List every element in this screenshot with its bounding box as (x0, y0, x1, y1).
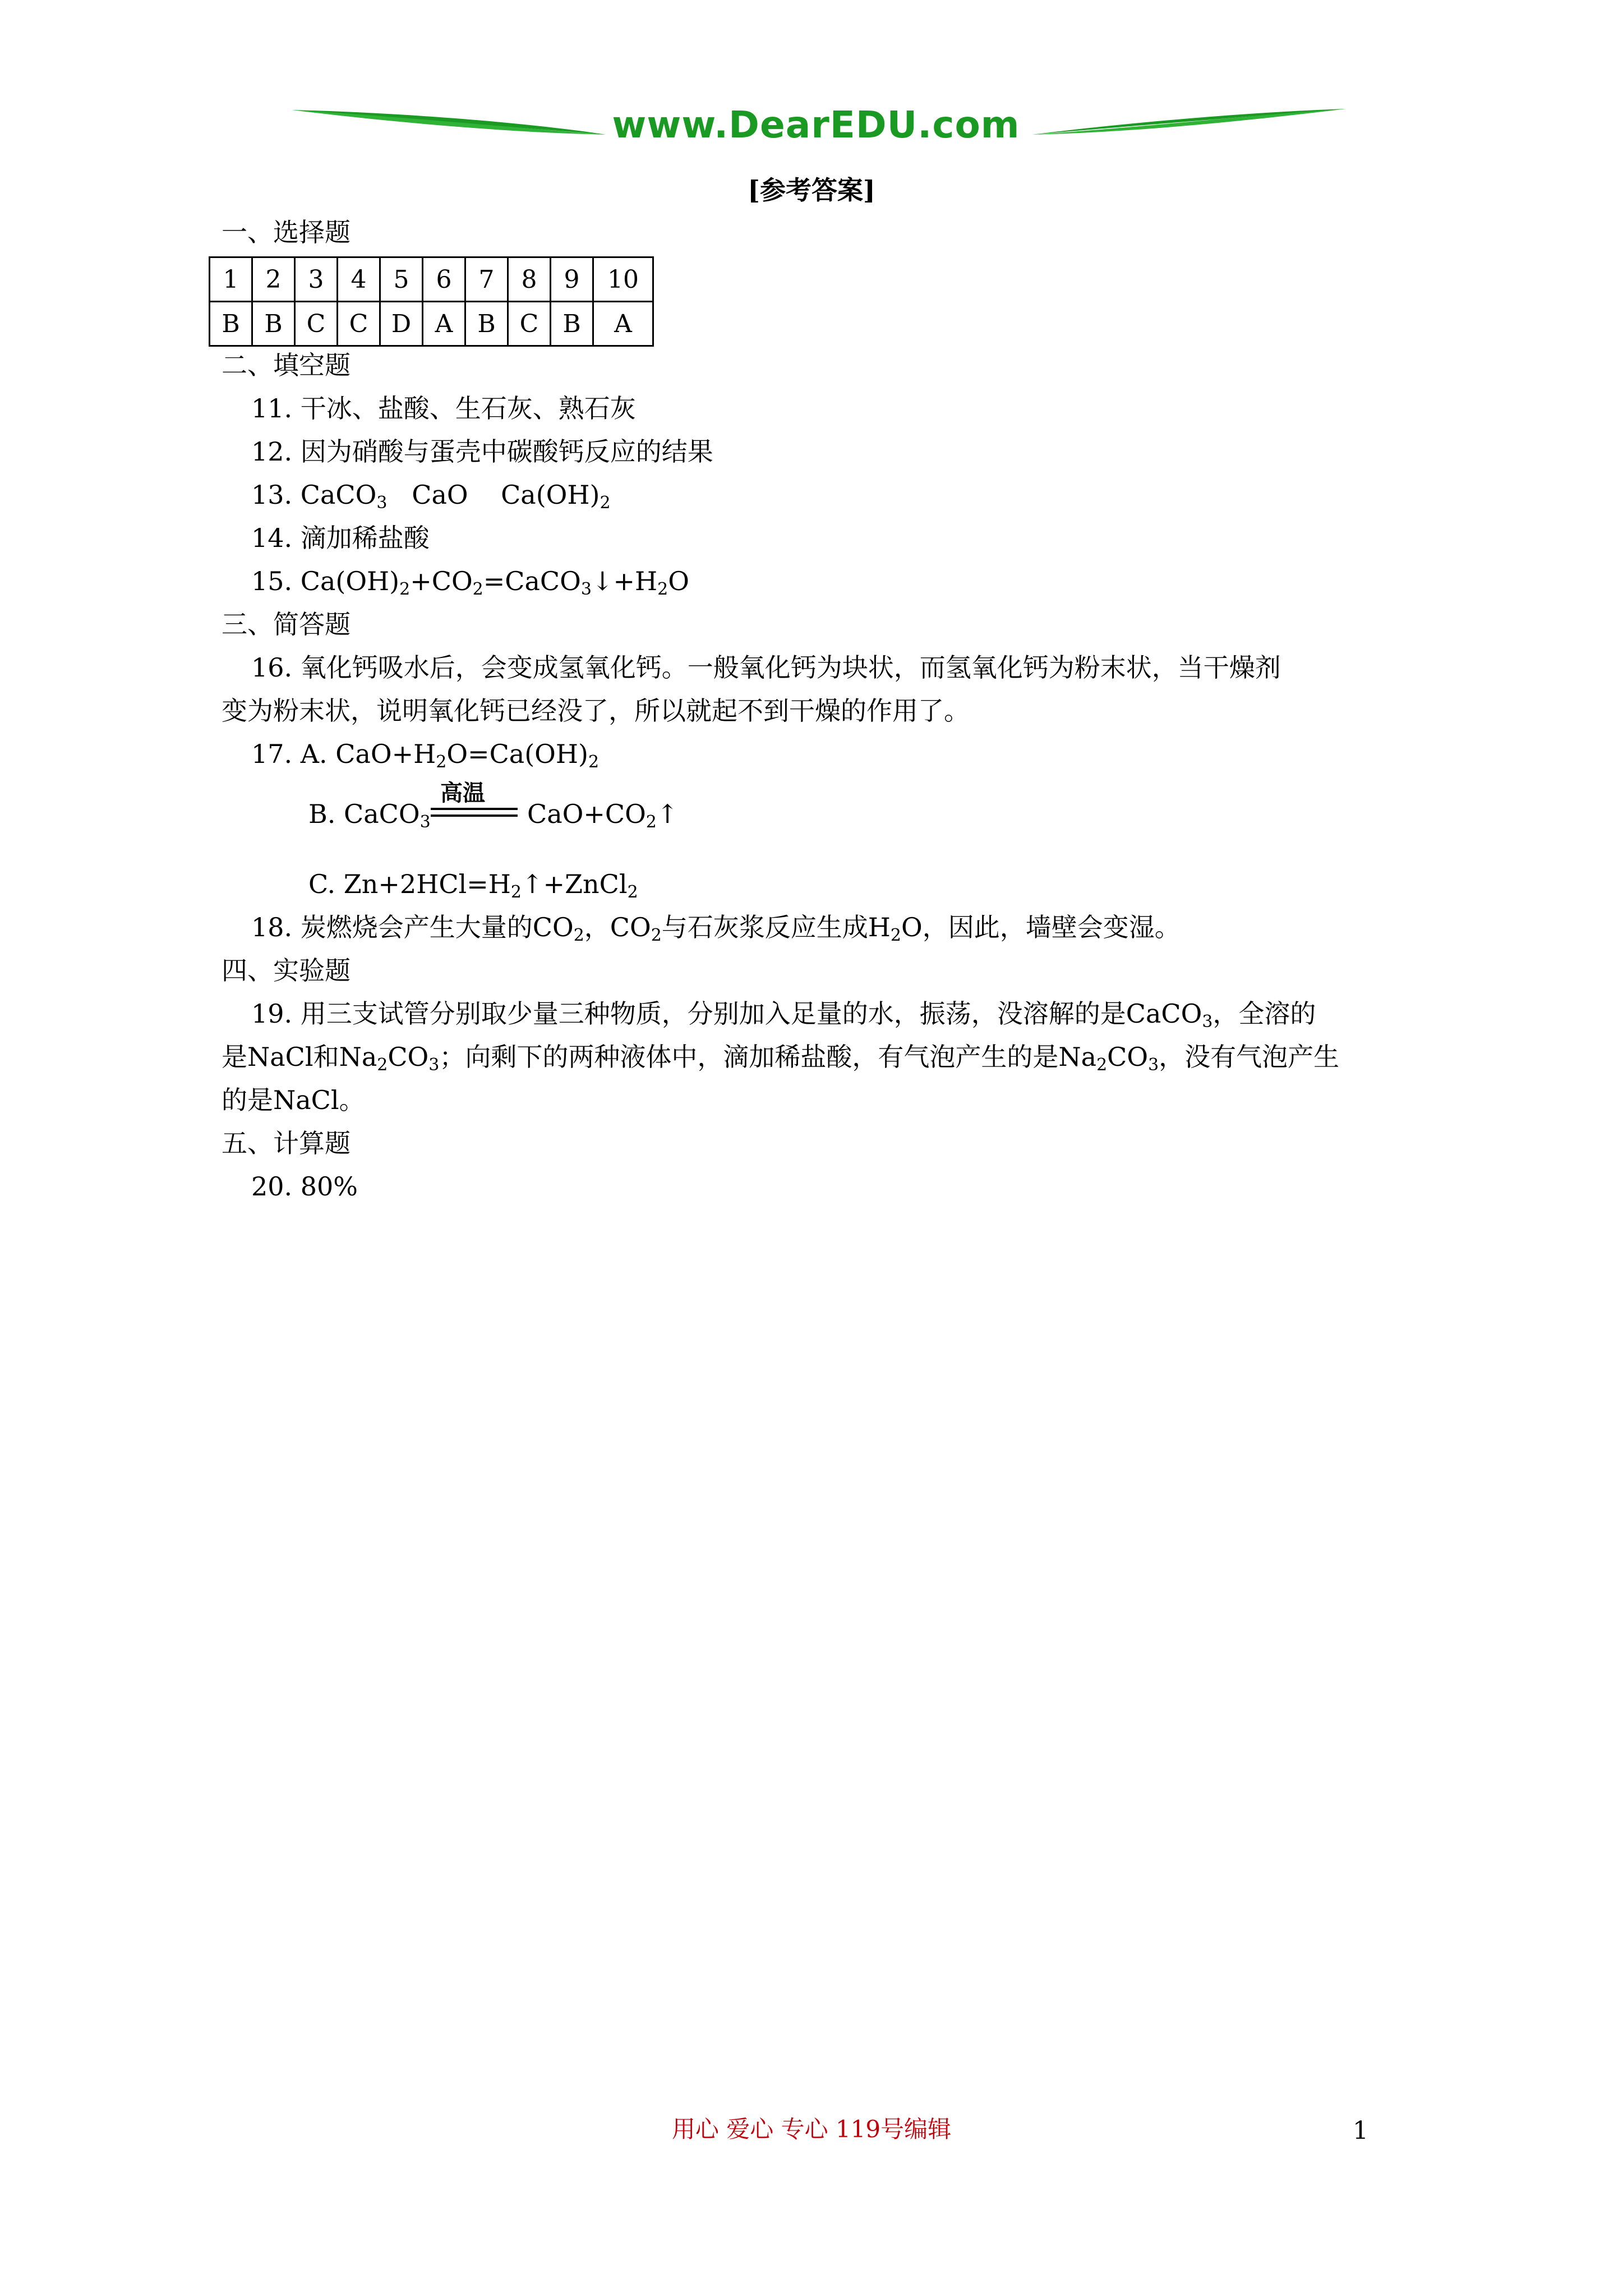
table-cell: C (295, 302, 338, 346)
table-cell: 2 (252, 257, 295, 302)
page-number: 1 (1353, 2116, 1368, 2145)
answer-q17a: 17. A. $CaO+H_2O=Ca(OH)_2$ (251, 739, 600, 772)
table-cell: A (423, 302, 465, 346)
table-cell: 5 (380, 257, 423, 302)
table-cell: B (465, 302, 508, 346)
table-cell: C (508, 302, 551, 346)
table-cell: C (338, 302, 380, 346)
answer-q17b-left: B. CaCO$_3$ (308, 799, 431, 832)
answer-q16-line1: 16. 氧化钙吸水后，会变成氢氧化钙。一般氧化钙为块状，而氢氧化钙为粉末状，当干燥剂 (251, 652, 1281, 683)
answer-table (209, 256, 654, 347)
table-cell: 10 (593, 257, 653, 302)
equation-bar (431, 815, 518, 817)
section-heading-short: 三、简答题 (222, 609, 351, 639)
answer-q19-line2: 是NaCl和$Na_2CO_3$；向剩下的两种液体中，滴加稀盐酸，有气泡产生的是$Na_2CO_3$，没有气泡产生 (222, 1042, 1340, 1075)
footer-text: 用心 爱心 专心 119号编辑 (671, 2115, 952, 2143)
table-row-numbers (210, 257, 653, 302)
answer-q17b-right: $CaO+CO_2↑$ (527, 799, 679, 832)
site-logo-text: www.DearEDU.com (612, 103, 1020, 146)
reaction-condition: 高温 (440, 780, 485, 806)
question-number: 18. (251, 912, 293, 942)
table-cell: D (380, 302, 423, 346)
table-cell: 3 (295, 257, 338, 302)
answer-q20: 20. 80% (251, 1171, 358, 1202)
answer-q14: 14. 滴加稀盐酸 (251, 523, 430, 553)
section-heading-experiment: 四、实验题 (222, 955, 351, 986)
option-label: B. (308, 799, 336, 829)
table-cell: 6 (423, 257, 465, 302)
answer-q13: 13. CaCO$_3$ CaO $Ca(OH)_2$ (251, 480, 611, 513)
table-cell: B (551, 302, 593, 346)
section-heading-calc: 五、计算题 (222, 1128, 351, 1158)
answer-q16-line2: 变为粉末状，说明氧化钙已经没了，所以就起不到干燥的作用了。 (222, 696, 970, 726)
table-cell: B (210, 302, 252, 346)
answer-q17c: C. $Zn+2HCl=H_2↑+ZnCl_2$ (308, 869, 638, 902)
answer-q19-line3: 的是NaCl。 (222, 1085, 365, 1115)
section-heading-fill: 二、填空题 (222, 350, 351, 380)
table-cell: B (252, 302, 295, 346)
section-heading-choice: 一、选择题 (222, 217, 351, 247)
table-cell: A (593, 302, 653, 346)
question-number: 15. (251, 566, 293, 596)
table-cell: 8 (508, 257, 551, 302)
table-cell: 4 (338, 257, 380, 302)
table-cell: 7 (465, 257, 508, 302)
answer-q15: 15. $Ca(OH)_2+CO_2=CaCO_3↓+H_2O$ (251, 566, 689, 599)
table-cell: 9 (551, 257, 593, 302)
answer-q12: 12. 因为硝酸与蛋壳中碳酸钙反应的结果 (251, 436, 713, 467)
table-cell: 1 (210, 257, 252, 302)
table-row-answers (210, 302, 653, 346)
page-title: [参考答案] (748, 175, 875, 205)
answer-q11: 11. 干冰、盐酸、生石灰、熟石灰 (251, 393, 636, 424)
answer-q19-line1: 19. 用三支试管分别取少量三种物质，分别加入足量的水，振荡，没溶解的是CaCO$_3$，全溶的 (251, 999, 1316, 1032)
equation-bar (431, 808, 518, 810)
question-number: 19. (251, 999, 293, 1029)
question-number: 17. A. (251, 739, 328, 769)
question-number: 13. (251, 480, 293, 510)
answer-q18: 18. 炭燃烧会产生大量的$CO_2$，$CO_2$与石灰浆反应生成$H_2O$，因此，墙壁会变湿。 (251, 912, 1181, 945)
option-label: C. (308, 869, 336, 899)
